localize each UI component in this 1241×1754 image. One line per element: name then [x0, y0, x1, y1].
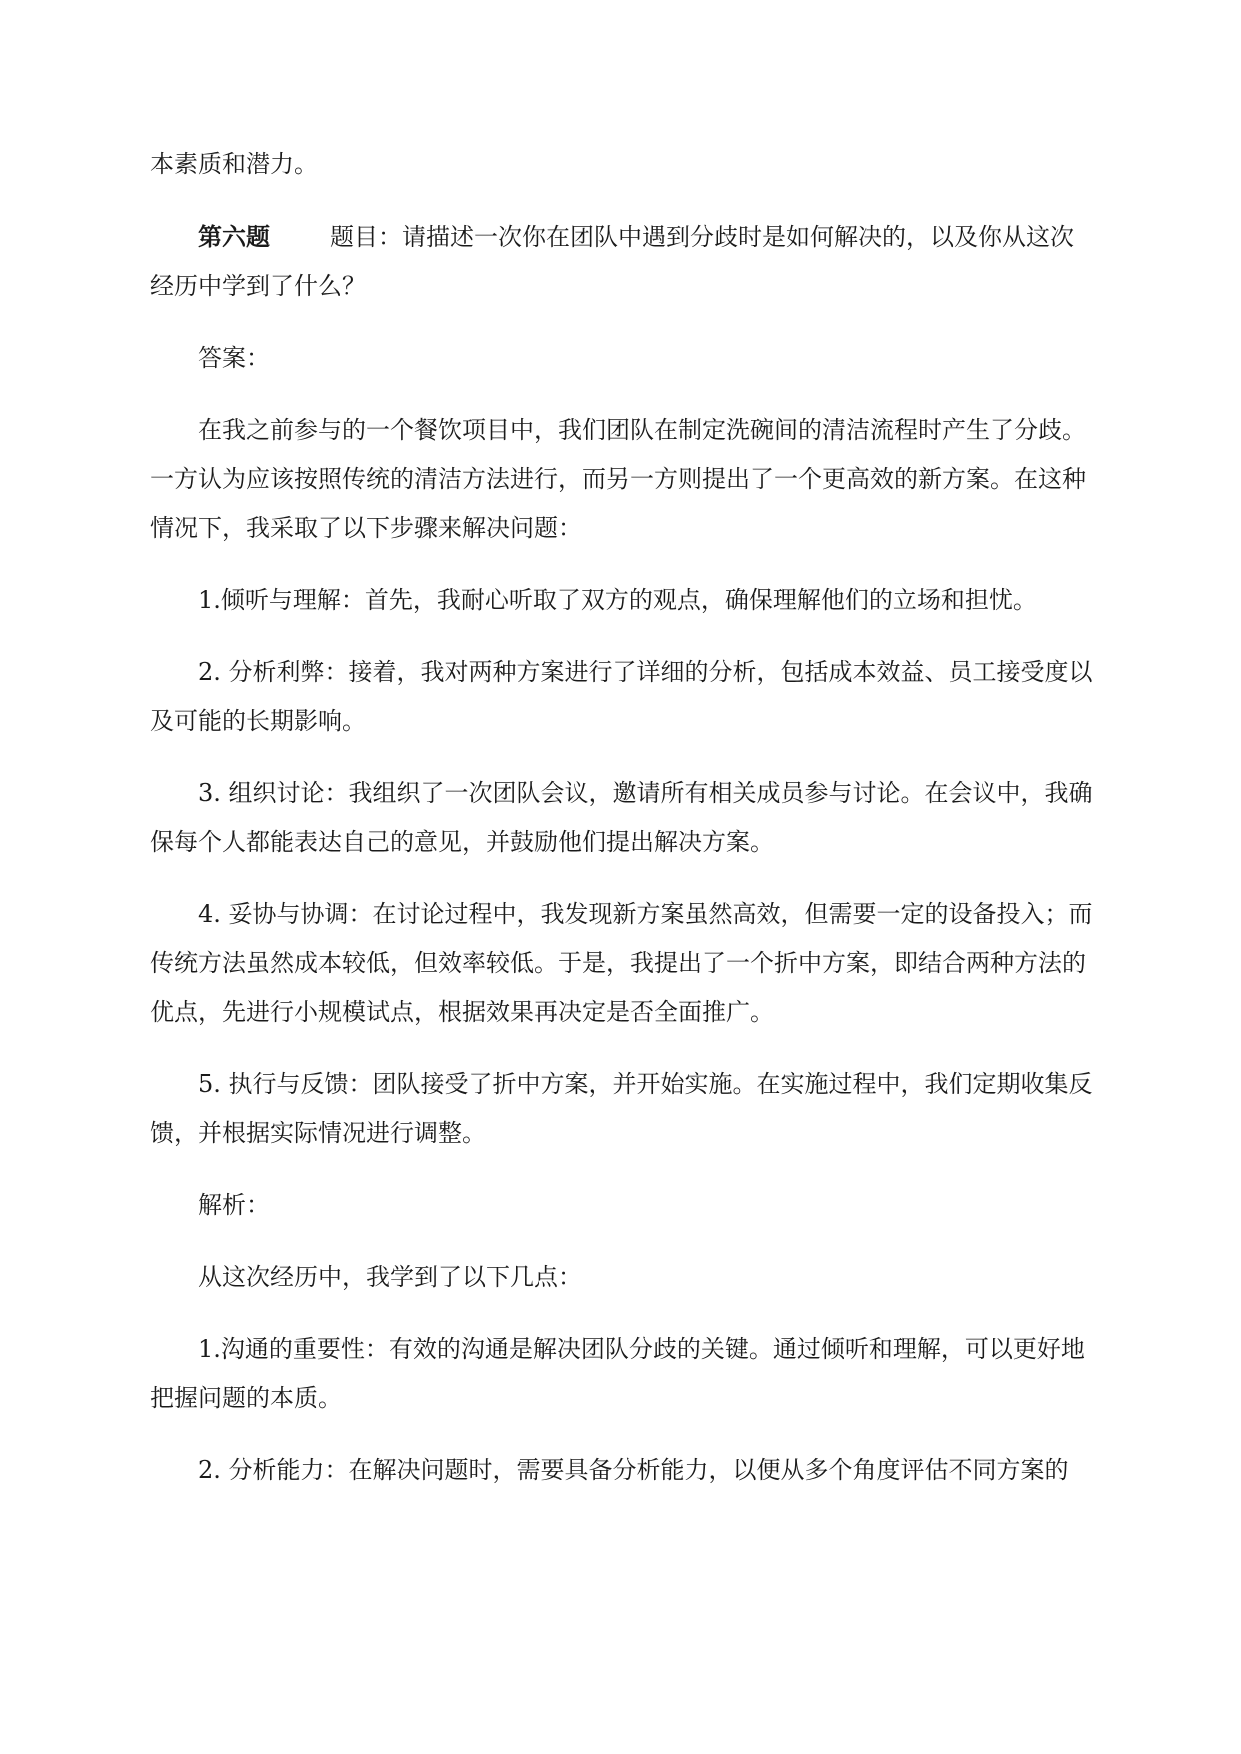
step-2: 2. 分析利弊：接着，我对两种方案进行了详细的分析，包括成本效益、员工接受度以及可能的长期影响。 [150, 658, 1093, 735]
document-body [150, 140, 1095, 1518]
paragraph-continuation: 本素质和潜力。 [150, 150, 318, 178]
step-5: 5. 执行与反馈：团队接受了折中方案，并开始实施。在实施过程中，我们定期收集反馈，并根据实际情况进行调整。 [150, 1070, 1093, 1147]
question-label: 第六题 [198, 222, 270, 251]
answer-intro-paragraph: 在我之前参与的一个餐饮项目中，我们团队在制定洗碗间的清洁流程时产生了分歧。一方认为应该按照传统的清洁方法进行，而另一方则提出了一个更高效的新方案。在这种情况下，我采取了以下步骤来解决问题： [150, 416, 1086, 542]
answer-label: 答案： [198, 344, 270, 372]
analysis-label: 解析： [198, 1191, 270, 1219]
question-six [150, 212, 1095, 311]
lesson-1: 1.沟通的重要性：有效的沟通是解决团队分歧的关键。通过倾听和理解，可以更好地把握问题的本质。 [150, 1335, 1085, 1412]
lessons-intro: 从这次经历中，我学到了以下几点： [198, 1263, 582, 1291]
step-1: 1.倾听与理解：首先，我耐心听取了双方的观点，确保理解他们的立场和担忧。 [198, 586, 1037, 614]
question-text: 题目：请描述一次你在团队中遇到分歧时是如何解决的，以及你从这次经历中学到了什么？ [150, 223, 1074, 300]
step-3: 3. 组织讨论：我组织了一次团队会议，邀请所有相关成员参与讨论。在会议中，我确保每个人都能表达自己的意见，并鼓励他们提出解决方案。 [150, 779, 1093, 856]
step-4: 4. 妥协与协调：在讨论过程中，我发现新方案虽然高效，但需要一定的设备投入；而传统方法虽然成本较低，但效率较低。于是，我提出了一个折中方案，即结合两种方法的优点，先进行小规模试点，根据效果再决定是否全面推广。 [150, 900, 1093, 1026]
lesson-2: 2. 分析能力：在解决问题时，需要具备分析能力，以便从多个角度评估不同方案的 [198, 1456, 1069, 1484]
